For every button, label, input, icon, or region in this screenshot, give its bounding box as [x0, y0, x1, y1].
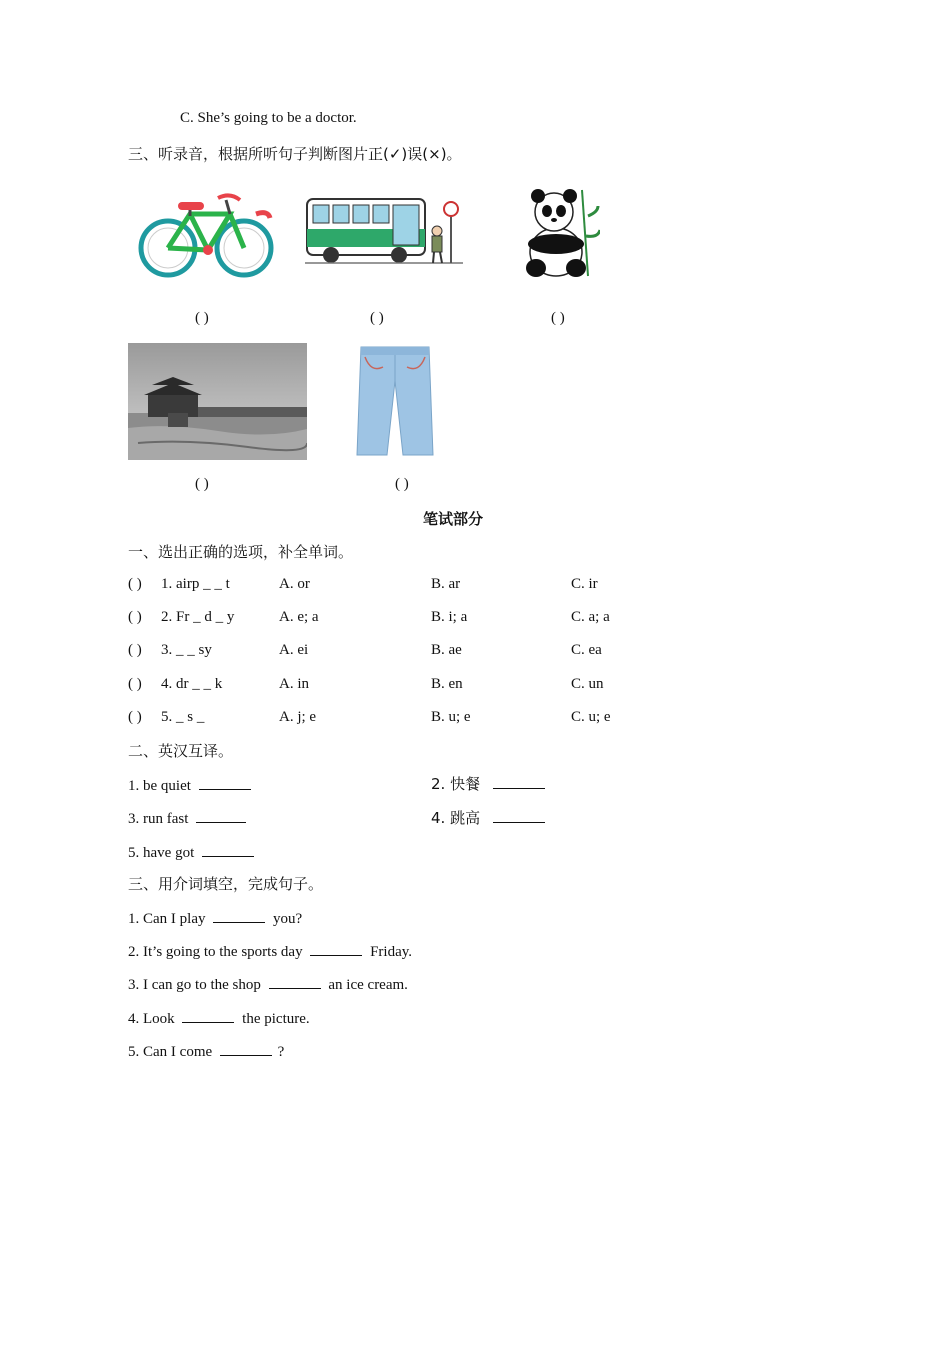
section1-paren[interactable]: ( ) — [128, 609, 142, 625]
translation-text: 3. run fast — [128, 811, 189, 827]
answer-blank[interactable] — [202, 842, 254, 857]
option-b: B. en — [431, 676, 463, 692]
section3-heading: 三、用介词填空，完成句子。 — [128, 875, 324, 893]
panda-picture — [522, 186, 600, 280]
preposition-item-5 — [128, 1041, 284, 1061]
answer-paren-3[interactable]: ( ) — [551, 310, 565, 326]
preposition-item-1 — [128, 908, 302, 928]
sentence-end: ? — [277, 1044, 285, 1060]
translation-item-2 — [431, 773, 545, 794]
bus-picture — [305, 195, 465, 267]
answer-paren-2[interactable]: ( ) — [370, 310, 384, 326]
jeans-picture — [355, 345, 435, 457]
answer-blank[interactable] — [493, 774, 545, 789]
preposition-item-2 — [128, 941, 412, 961]
option-b: B. i; a — [431, 609, 468, 625]
option-b: B. ar — [431, 576, 461, 592]
listening-section-heading: 三、听录音，根据所听句子判断图片正(✓)误(×)。 — [128, 145, 462, 163]
section1-question: 5. _ s _ — [161, 709, 205, 725]
option-c: C. a; a — [571, 609, 610, 625]
section1-paren[interactable]: ( ) — [128, 676, 142, 692]
translation-item-5 — [128, 842, 254, 862]
written-part-title: 笔试部分 — [423, 510, 484, 528]
sentence-start: 2. It’s going to the sports day — [128, 944, 303, 960]
sentence-start: 1. Can I play — [128, 911, 206, 927]
sentence-end: you? — [272, 911, 303, 927]
tiananmen-picture — [128, 343, 307, 460]
option-b: B. ae — [431, 642, 462, 658]
option-b: B. u; e — [431, 709, 471, 725]
answer-blank[interactable] — [213, 908, 265, 923]
answer-blank[interactable] — [493, 808, 545, 823]
translation-text: 1. be quiet — [128, 778, 191, 794]
translation-text: 2. 快餐 — [431, 775, 481, 793]
section2-heading: 二、英汉互译。 — [128, 742, 234, 760]
sentence-start: 4. Look — [128, 1011, 175, 1027]
sentence-end: the picture. — [242, 1011, 310, 1027]
sentence-end: Friday. — [370, 944, 413, 960]
sentence-start: 3. I can go to the shop — [128, 977, 261, 993]
sentence-start: 5. Can I come — [128, 1044, 213, 1060]
sentence-end: an ice cream. — [328, 977, 408, 993]
section1-question: 3. _ _ sy — [161, 642, 212, 658]
option-c: C. un — [571, 676, 604, 692]
option-a: A. e; a — [279, 609, 319, 625]
previous-option-c: C. She’s going to be a doctor. — [180, 110, 357, 126]
bicycle-picture — [138, 190, 276, 280]
answer-paren-1[interactable]: ( ) — [195, 310, 209, 326]
section1-paren[interactable]: ( ) — [128, 642, 142, 658]
option-c: C. ir — [571, 576, 598, 592]
translation-item-4 — [431, 807, 545, 828]
translation-item-3 — [128, 808, 246, 828]
answer-paren-4[interactable]: ( ) — [195, 476, 209, 492]
answer-blank[interactable] — [310, 941, 362, 956]
section1-question: 1. airp _ _ t — [161, 576, 230, 592]
answer-blank[interactable] — [220, 1041, 272, 1056]
answer-blank[interactable] — [199, 775, 251, 790]
translation-text: 4. 跳高 — [431, 809, 481, 827]
option-a: A. in — [279, 676, 309, 692]
answer-blank[interactable] — [269, 974, 321, 989]
translation-item-1 — [128, 775, 251, 795]
section1-paren[interactable]: ( ) — [128, 709, 142, 725]
section1-heading: 一、选出正确的选项，补全单词。 — [128, 543, 354, 561]
option-c: C. ea — [571, 642, 602, 658]
option-a: A. j; e — [279, 709, 317, 725]
translation-text: 5. have got — [128, 845, 195, 861]
answer-blank[interactable] — [182, 1008, 234, 1023]
answer-blank[interactable] — [196, 808, 246, 823]
section1-paren[interactable]: ( ) — [128, 576, 142, 592]
option-a: A. ei — [279, 642, 309, 658]
option-c: C. u; e — [571, 709, 611, 725]
section1-question: 2. Fr _ d _ y — [161, 609, 235, 625]
section1-question: 4. dr _ _ k — [161, 676, 223, 692]
preposition-item-3 — [128, 974, 408, 994]
preposition-item-4 — [128, 1008, 310, 1028]
option-a: A. or — [279, 576, 310, 592]
answer-paren-5[interactable]: ( ) — [395, 476, 409, 492]
